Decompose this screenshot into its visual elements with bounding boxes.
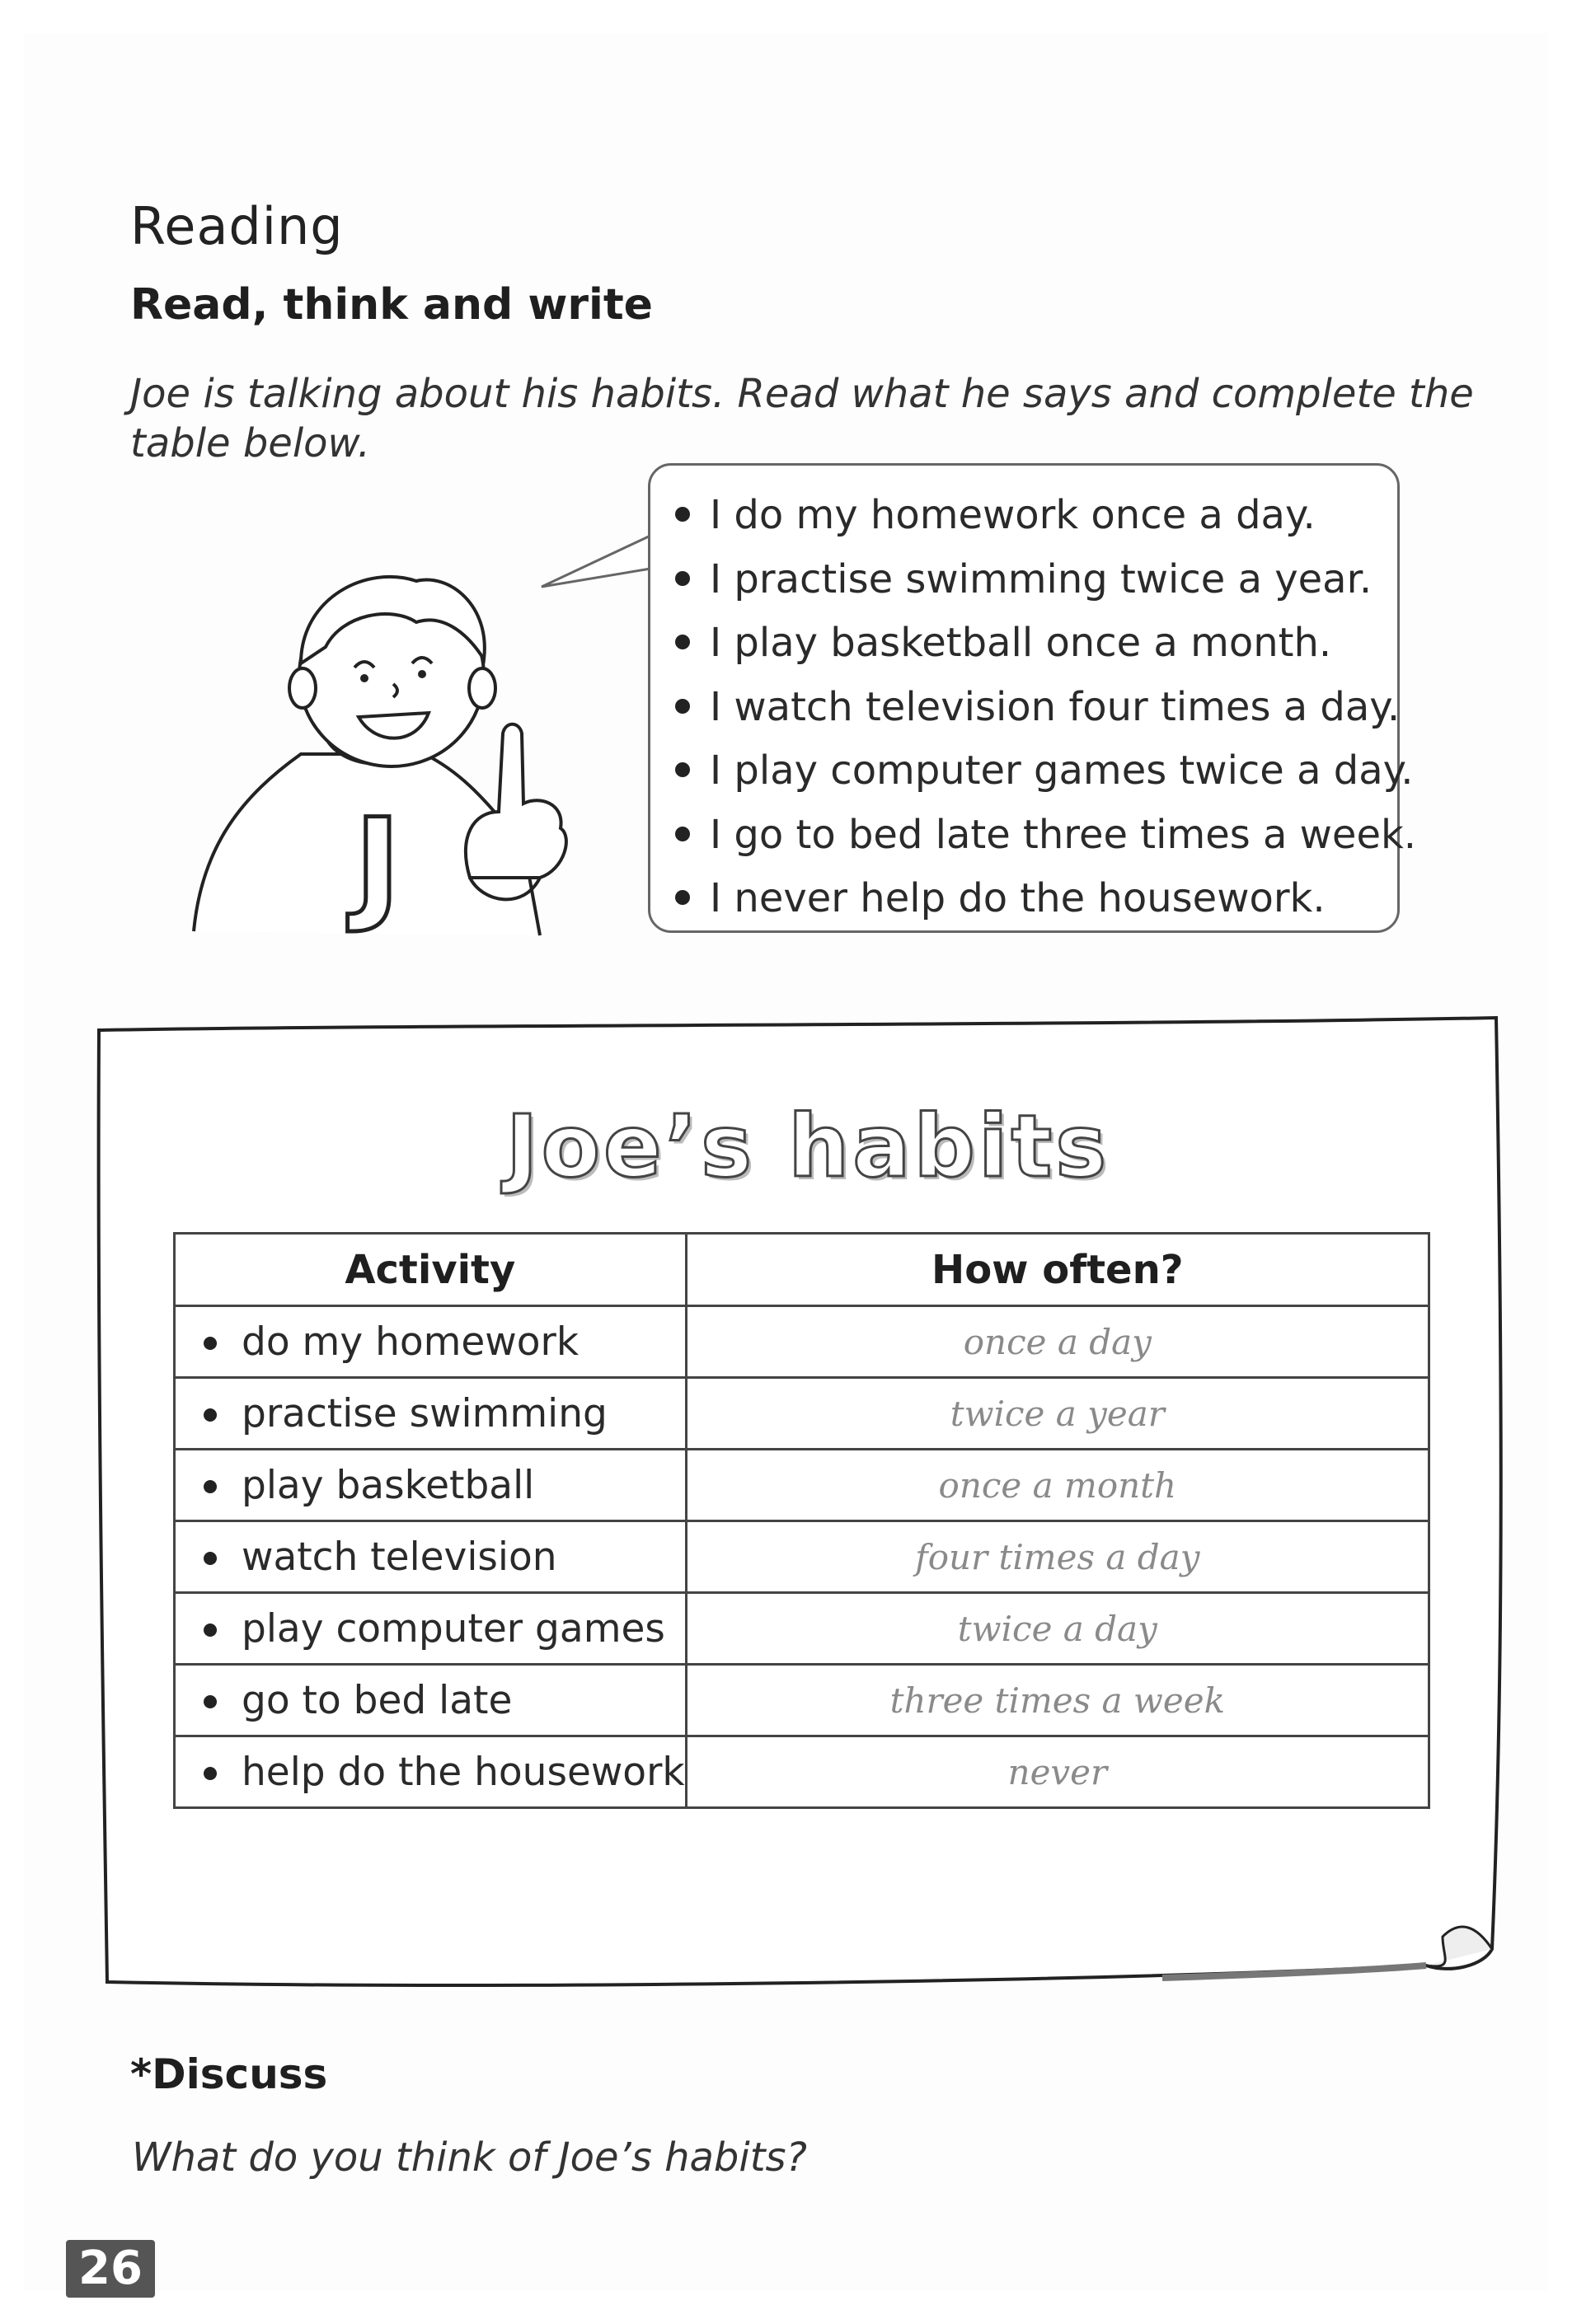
header-activity: Activity	[175, 1234, 687, 1306]
bullet-icon	[204, 1767, 217, 1780]
bullet-icon	[675, 507, 690, 522]
answer-cell[interactable]: three times a week	[686, 1665, 1429, 1736]
table-row	[175, 1450, 1429, 1521]
speech-line: I watch television four times a day.	[667, 676, 1397, 740]
joe-illustration	[177, 548, 647, 944]
table-row	[175, 1306, 1429, 1378]
instruction-text: Joe is talking about his habits. Read what he says and complete the table below.	[130, 371, 1474, 466]
table-row	[175, 1378, 1429, 1450]
speech-line: I do my homework once a day.	[667, 484, 1397, 548]
bullet-icon	[675, 762, 690, 777]
table-row	[175, 1593, 1429, 1665]
answer-cell[interactable]: never	[686, 1736, 1429, 1808]
table-row	[175, 1521, 1429, 1593]
answer-cell[interactable]: once a day	[686, 1306, 1429, 1378]
bullet-icon	[204, 1552, 217, 1565]
speech-bubble	[648, 463, 1417, 933]
shirt-letter: J	[354, 793, 401, 936]
section-title: Reading	[130, 196, 344, 256]
discuss-title: *Discuss	[130, 2050, 328, 2098]
table-row	[175, 1665, 1429, 1736]
discuss-question: What do you think of Joe’s habits?	[132, 2134, 808, 2181]
activity-cell: do my homework	[175, 1306, 687, 1378]
activity-cell: go to bed late	[175, 1665, 687, 1736]
answer-cell[interactable]: four times a day	[686, 1521, 1429, 1593]
speech-line: I play computer games twice a day.	[667, 739, 1397, 804]
bullet-icon	[675, 635, 690, 649]
bullet-icon	[204, 1624, 217, 1637]
bullet-icon	[204, 1408, 217, 1422]
answer-cell[interactable]: twice a year	[686, 1378, 1429, 1450]
table-header-row	[175, 1234, 1429, 1306]
bullet-icon	[675, 890, 690, 905]
table-row	[175, 1736, 1429, 1808]
activity-cell: watch television	[175, 1521, 687, 1593]
habits-table	[173, 1232, 1430, 1809]
speech-line: I practise swimming twice a year.	[667, 548, 1397, 612]
speech-line: I go to bed late three times a week.	[667, 804, 1397, 868]
speech-bubble-list	[667, 484, 1417, 931]
answer-cell[interactable]: twice a day	[686, 1593, 1429, 1665]
bullet-icon	[675, 699, 690, 714]
speech-line: I play basketball once a month.	[667, 611, 1397, 676]
activity-cell: practise swimming	[175, 1378, 687, 1450]
bullet-icon	[204, 1480, 217, 1493]
answer-cell[interactable]: once a month	[686, 1450, 1429, 1521]
bullet-icon	[204, 1337, 217, 1350]
activity-cell: play basketball	[175, 1450, 687, 1521]
bullet-icon	[675, 571, 690, 586]
speech-bubble-tail	[540, 527, 655, 593]
page-number: 26	[66, 2240, 155, 2298]
activity-cell: play computer games	[175, 1593, 687, 1665]
exercise-subtitle: Read, think and write	[130, 280, 653, 330]
table-title: Joe’s habits	[505, 1096, 1110, 1197]
bullet-icon	[204, 1695, 217, 1708]
speech-line: I never help do the housework.	[667, 867, 1397, 931]
header-how-often: How often?	[686, 1234, 1429, 1306]
activity-cell: help do the housework	[175, 1736, 687, 1808]
bullet-icon	[675, 827, 690, 841]
